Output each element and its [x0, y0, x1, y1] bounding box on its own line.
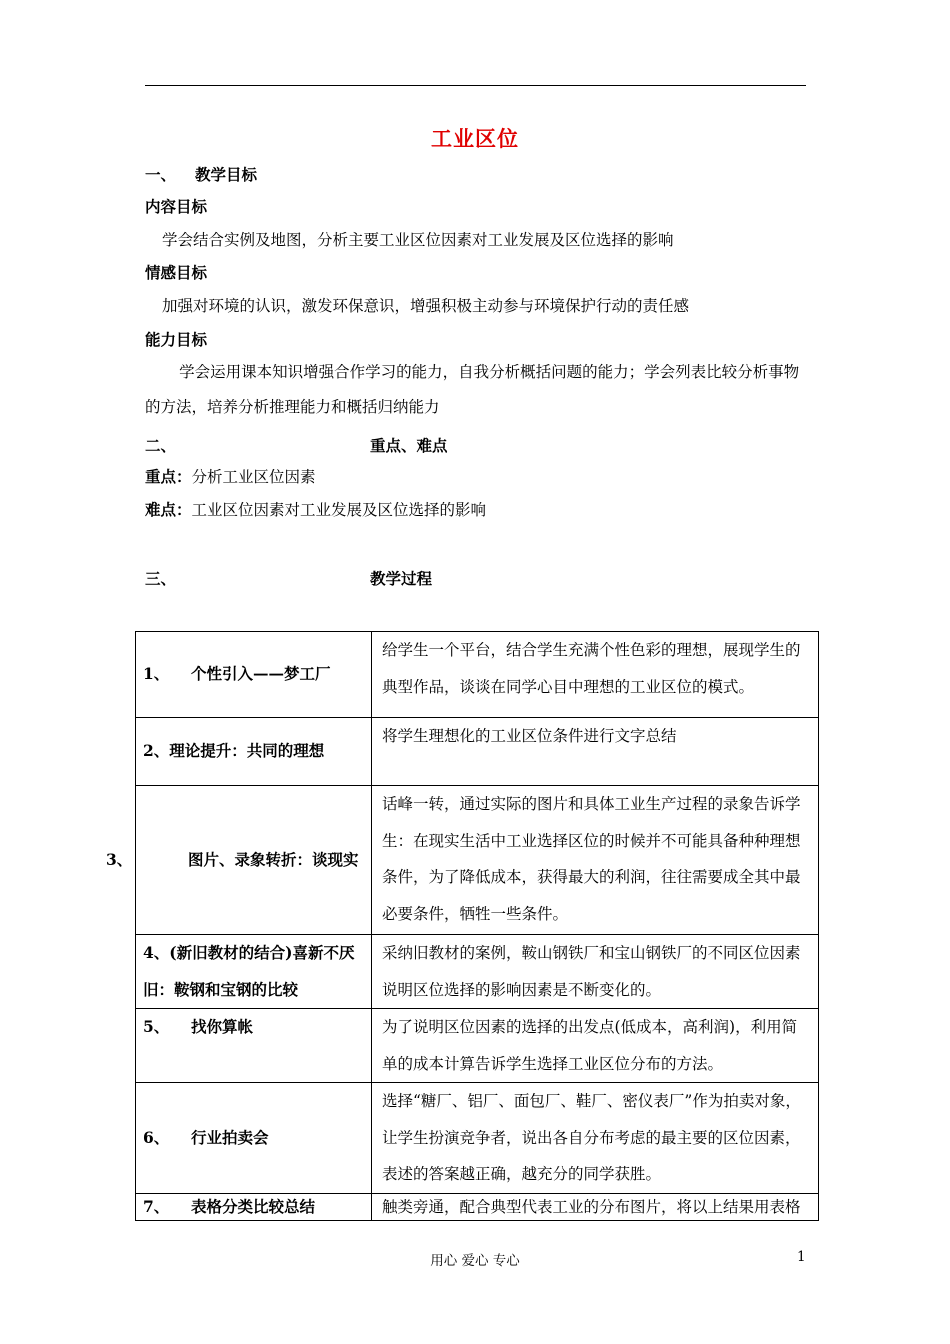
section-2-title: 重点、难点: [370, 436, 448, 455]
desc-cell: 将学生理想化的工业区位条件进行文字总结: [372, 718, 819, 786]
step-title: 4、(新旧教材的结合)喜新不厌旧：鞍钢和宝钢的比较: [143, 943, 355, 999]
desc-cell: 为了说明区位因素的选择的出发点(低成本，高利润)，利用简单的成本计算告诉学生选择工业区位分布的方法。: [372, 1009, 819, 1083]
step-cell: [136, 1009, 372, 1083]
desc-cell: 给学生一个平台，结合学生充满个性色彩的理想，展现学生的典型作品，谈谈在同学心目中理想的工业区位的模式。: [372, 632, 819, 718]
step-title: 找你算帐: [191, 1017, 254, 1036]
emotion-goal-label: 情感目标: [145, 263, 208, 282]
ability-goal-label: 能力目标: [145, 330, 208, 349]
step-title: 行业拍卖会: [191, 1127, 269, 1147]
process-table: [106, 631, 819, 1221]
step-cell: [136, 632, 372, 718]
table-row: [136, 786, 819, 935]
step-number: 7、: [143, 1196, 170, 1216]
step-number: 3、: [106, 849, 133, 869]
table-row: [136, 1009, 819, 1083]
table-row: [136, 632, 819, 718]
desc-cell: 话峰一转，通过实际的图片和具体工业生产过程的录象告诉学生：在现实生活中工业选择区位的时候并不可能具备种种理想条件，为了降低成本，获得最大的利润，往往需要成全其中最必要条件，牺牲一些条件。: [372, 786, 819, 935]
step-title: 表格分类比较总结: [191, 1196, 316, 1216]
step-cell: [136, 1083, 372, 1194]
step-number: 1、: [143, 664, 170, 684]
key-point: [145, 467, 316, 487]
table-row: [136, 1193, 819, 1220]
step-cell: [106, 786, 372, 935]
header-rule: [145, 85, 806, 86]
step-cell: [136, 935, 372, 1009]
section-1-number: 一、: [145, 165, 177, 184]
section-3-title: 教学过程: [370, 569, 433, 588]
table-row: [136, 718, 819, 786]
step-cell: [136, 1193, 372, 1220]
section-1-title: 教学目标: [195, 165, 258, 184]
step-title: 图片、录象转折：谈现实: [188, 849, 359, 869]
step-title: 个性引入——梦工厂: [191, 664, 331, 684]
footer-motto: 用心 爱心 专心: [430, 1253, 520, 1269]
emotion-goal-text: 加强对环境的认识，激发环保意识，增强积极主动参与环境保护行动的责任感: [162, 297, 690, 315]
table-row: [136, 1083, 819, 1194]
ability-goal-text: 学会运用课本知识增强合作学习的能力，自我分析概括问题的能力；学会列表比较分析事物的方法，培养分析推理能力和概括归纳能力: [145, 363, 800, 416]
page-number: 1: [797, 1249, 806, 1265]
step-number: 5、: [143, 1017, 170, 1036]
desc-cell: 触类旁通，配合典型代表工业的分布图片，将以上结果用表格: [372, 1193, 819, 1220]
step-cell: [136, 718, 372, 786]
key-point-text: 分析工业区位因素: [191, 468, 316, 486]
section-3-number: 三、: [145, 569, 177, 588]
difficult-point: [145, 500, 486, 520]
content-goal-text: 学会结合实例及地图，分析主要工业区位因素对工业发展及区位选择的影响: [162, 231, 674, 249]
key-point-label: 重点：: [145, 467, 192, 486]
content-goal-label: 内容目标: [145, 197, 208, 216]
step-number: 6、: [143, 1127, 170, 1147]
difficult-point-label: 难点：: [145, 500, 192, 519]
desc-cell: 采纳旧教材的案例，鞍山钢铁厂和宝山钢铁厂的不同区位因素说明区位选择的影响因素是不断变化的。: [372, 935, 819, 1009]
page-title: 工业区位: [431, 126, 519, 151]
desc-cell: 选择“糖厂、铝厂、面包厂、鞋厂、密仪表厂”作为拍卖对象，让学生扮演竞争者，说出各自分布考虑的最主要的区位因素，表述的答案越正确，越充分的同学获胜。: [372, 1083, 819, 1194]
table-row: [136, 935, 819, 1009]
section-2-number: 二、: [145, 436, 177, 455]
step-title: 2、理论提升：共同的理想: [143, 741, 325, 761]
difficult-point-text: 工业区位因素对工业发展及区位选择的影响: [191, 501, 487, 519]
